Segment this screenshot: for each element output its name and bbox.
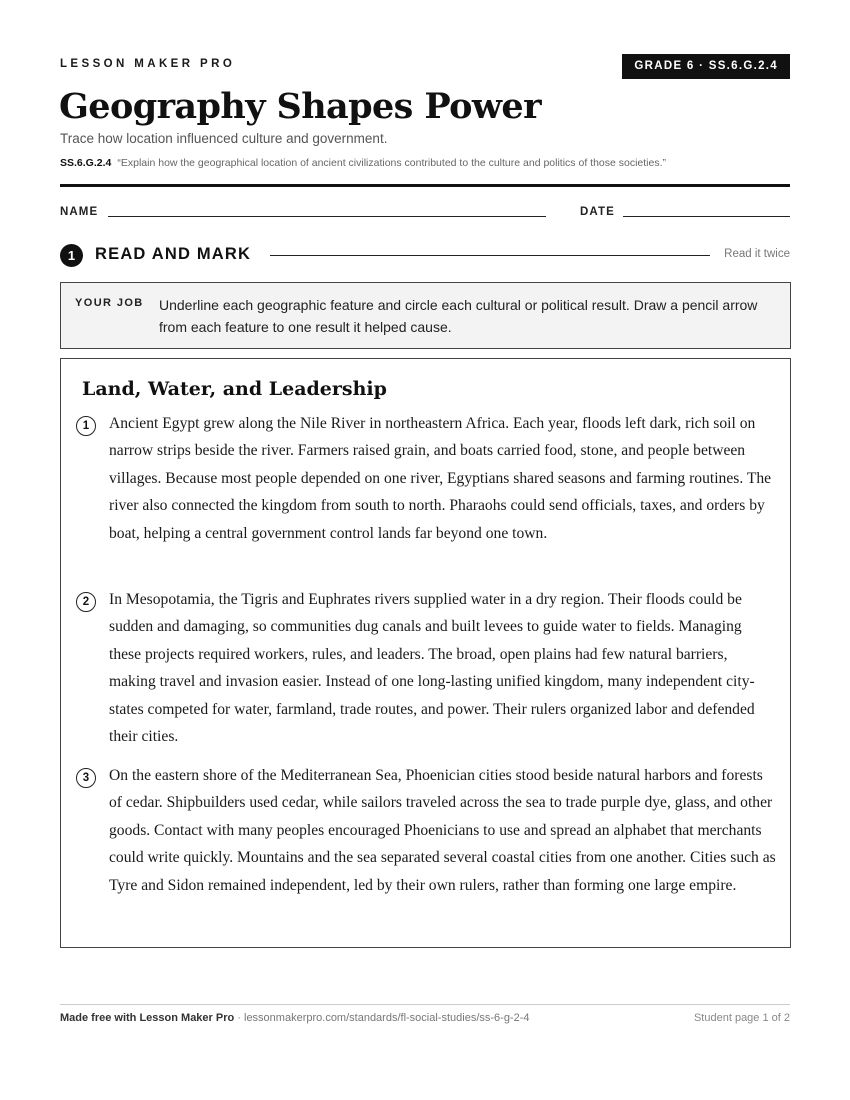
paragraph-text: On the eastern shore of the Mediterranean Sea, Phoenician cities stood beside natural harbors and forests of cedar. Shipbuilders used cedar, while sailors traveled across the sea to trade purple dye, glass, and other goods. Contact with many peoples encouraged Phoenicians to use and spread an alphabet that merchants could write quickly. Mountains and the sea separated several coastal cities from one another. Cities such as Tyre and Sidon remained independent, led by their own rulers, rather than forming one large empire. — [109, 767, 776, 894]
section-divider — [270, 255, 710, 256]
reading-passage — [60, 358, 791, 948]
brand-name: LESSON MAKER PRO — [60, 58, 236, 70]
standard-text: “Explain how the geographical location of ancient civilizations contributed to the culture and politics of those societies.” — [117, 157, 667, 169]
standard-code: SS.6.G.2.4 — [60, 157, 112, 169]
footer-page-indicator: Student page 1 of 2 — [693, 1012, 790, 1024]
job-box — [60, 282, 791, 349]
name-field[interactable] — [108, 216, 546, 217]
job-label: YOUR JOB — [75, 297, 144, 309]
paragraph-number: 3 — [76, 768, 96, 788]
name-label: NAME — [60, 206, 99, 218]
grade-badge: GRADE 6 · SS.6.G.2.4 — [622, 54, 790, 79]
date-field[interactable] — [623, 216, 790, 217]
paragraph-text: Ancient Egypt grew along the Nile River in northeastern Africa. Each year, floods left dark, rich soil on narrow strips beside the river. Farmers raised grain, and boats carried food, stone, and people between villages. Because most people depended on one river, Egyptians shared seasons and farming routines. The river also connected the kingdom from south to north. Pharaohs could send officials, taxes, and orders by boat, helping a central government control lands far beyond one town. — [109, 415, 772, 542]
standard-line — [60, 157, 666, 169]
date-label: DATE — [580, 206, 615, 218]
paragraph-text: In Mesopotamia, the Tigris and Euphrates rivers supplied water in a dry region. Their floods could be sudden and damaging, so communities dug canals and built levees to guide water to fields. Managing these projects required workers, rules, and leaders. The broad, open plains had few natural barriers, making travel and invasion easier. Instead of one long-lasting unified kingdom, many independent city-states competed for water, farmland, trade routes, and power. Their rulers organized labor and defended their cities. — [109, 591, 755, 746]
footer-credit — [60, 1012, 530, 1024]
paragraph-number: 2 — [76, 592, 96, 612]
footer-divider — [60, 1004, 790, 1005]
page-subtitle: Trace how location influenced culture and government. — [60, 131, 388, 146]
page-title: Geography Shapes Power — [59, 86, 541, 127]
footer-url[interactable]: lessonmakerpro.com/standards/fl-social-studies/ss-6-g-2-4 — [244, 1012, 530, 1024]
section-note: Read it twice — [724, 248, 790, 260]
paragraph-number: 1 — [76, 416, 96, 436]
header-divider — [60, 184, 790, 187]
footer-made-with: Made free with Lesson Maker Pro — [60, 1012, 235, 1024]
footer-separator: · — [234, 1012, 244, 1024]
section-number-badge: 1 — [60, 244, 83, 267]
job-instructions: Underline each geographic feature and circle each cultural or political result. Draw a pencil arrow from each feature to one result it helped cause. — [159, 297, 758, 335]
section-title: READ AND MARK — [95, 245, 252, 263]
reading-title: Land, Water, and Leadership — [82, 378, 387, 400]
